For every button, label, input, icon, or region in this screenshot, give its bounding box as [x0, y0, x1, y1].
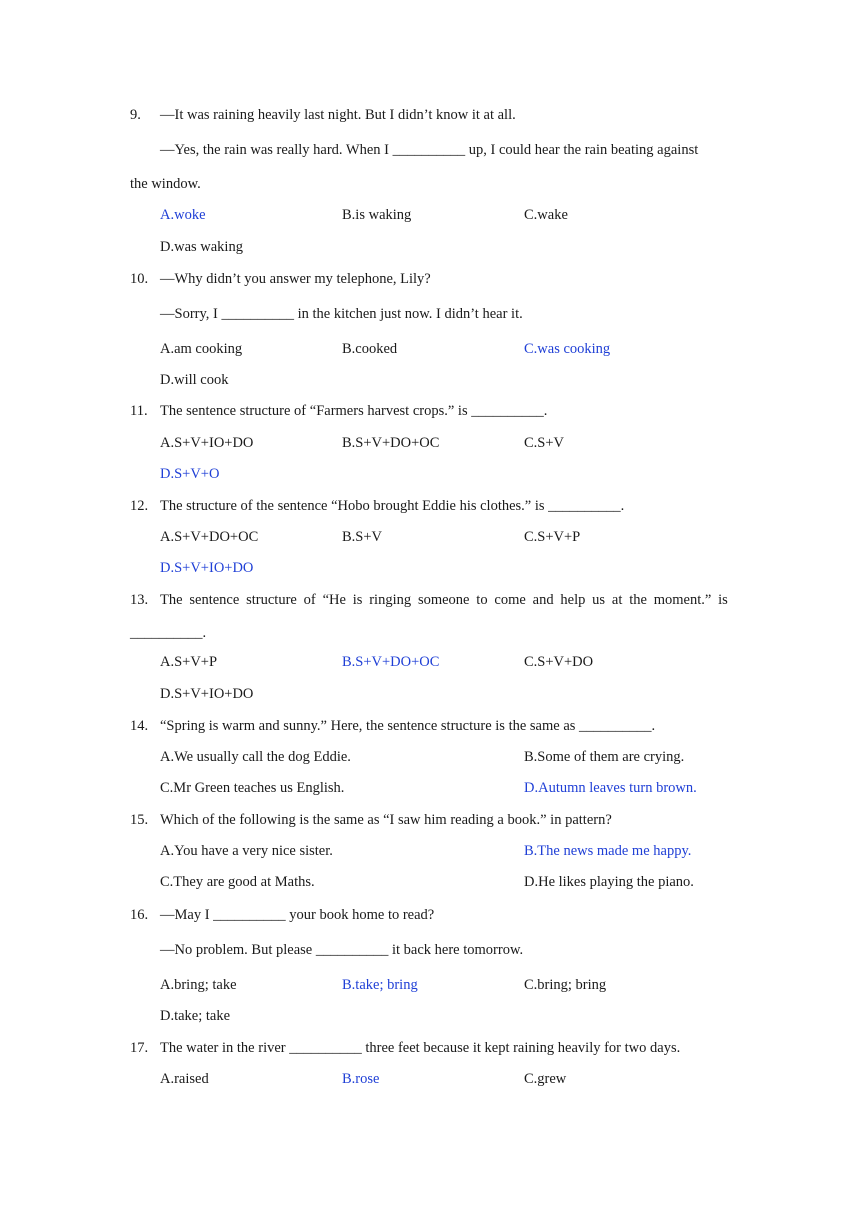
option-d: D.S+V+IO+DO [160, 686, 254, 702]
option-b-answer: B.take; bring [342, 977, 418, 993]
option-b: B.S+V [342, 529, 383, 545]
option-a: A.bring; take [160, 977, 237, 993]
option-c: C.S+V [524, 435, 565, 451]
question-text: “Spring is warm and sunny.” Here, the sentence structure is the same as __________. [160, 718, 656, 734]
option-a: A.S+V+DO+OC [160, 529, 259, 545]
question-number: 17. [130, 1040, 149, 1056]
option-c: C.grew [524, 1071, 567, 1087]
question-text: The structure of the sentence “Hobo brought Eddie his clothes.” is __________. [160, 498, 625, 514]
option-b: B.cooked [342, 341, 398, 357]
option-d-answer: D.S+V+IO+DO [160, 560, 254, 576]
option-c: C.S+V+DO [524, 654, 594, 670]
question-number: 16. [130, 907, 149, 923]
question-text: The sentence structure of “He is ringing someone to come and help us at the moment.” is [160, 592, 728, 608]
question-text: __________. [130, 625, 207, 641]
question-number: 15. [130, 812, 149, 828]
question-text: —Why didn’t you answer my telephone, Lily? [160, 271, 431, 287]
option-d: D.He likes playing the piano. [524, 874, 694, 890]
question-number: 11. [130, 403, 148, 419]
option-a: A.am cooking [160, 341, 243, 357]
question-text: the window. [130, 176, 201, 192]
question-text: —No problem. But please __________ it back here tomorrow. [160, 942, 524, 958]
option-b-answer: B.S+V+DO+OC [342, 654, 440, 670]
question-number: 10. [130, 271, 149, 287]
option-d-answer: D.Autumn leaves turn brown. [524, 780, 697, 796]
question-text: The sentence structure of “Farmers harvest crops.” is __________. [160, 403, 548, 419]
option-a: A.You have a very nice sister. [160, 843, 333, 859]
option-a-answer: A.woke [160, 207, 206, 223]
option-a: A.We usually call the dog Eddie. [160, 749, 351, 765]
option-b-answer: B.The news made me happy. [524, 843, 692, 859]
option-c: C.S+V+P [524, 529, 581, 545]
question-number: 9. [130, 107, 141, 123]
option-c: C.They are good at Maths. [160, 874, 315, 890]
option-d-answer: D.S+V+O [160, 466, 220, 482]
option-c: C.Mr Green teaches us English. [160, 780, 345, 796]
option-b: B.is waking [342, 207, 412, 223]
option-d: D.take; take [160, 1008, 231, 1024]
option-d: D.will cook [160, 372, 229, 388]
question-text: —May I __________ your book home to read? [160, 907, 435, 923]
option-d: D.was waking [160, 239, 243, 255]
question-text: The water in the river __________ three feet because it kept raining heavily for two days. [160, 1040, 681, 1056]
question-text: —It was raining heavily last night. But I didn’t know it at all. [160, 107, 516, 123]
option-b: B.Some of them are crying. [524, 749, 685, 765]
option-a: A.S+V+P [160, 654, 218, 670]
question-text: —Sorry, I __________ in the kitchen just now. I didn’t hear it. [160, 306, 523, 322]
option-c-answer: C.was cooking [524, 341, 611, 357]
question-number: 13. [130, 592, 149, 608]
option-b-answer: B.rose [342, 1071, 380, 1087]
option-a: A.S+V+IO+DO [160, 435, 254, 451]
option-c: C.wake [524, 207, 568, 223]
option-a: A.raised [160, 1071, 209, 1087]
question-text: Which of the following is the same as “I saw him reading a book.” in pattern? [160, 812, 612, 828]
option-c: C.bring; bring [524, 977, 607, 993]
question-number: 12. [130, 498, 149, 514]
option-b: B.S+V+DO+OC [342, 435, 440, 451]
question-text: —Yes, the rain was really hard. When I __________ up, I could hear the rain beating against [160, 142, 699, 158]
question-number: 14. [130, 718, 149, 734]
